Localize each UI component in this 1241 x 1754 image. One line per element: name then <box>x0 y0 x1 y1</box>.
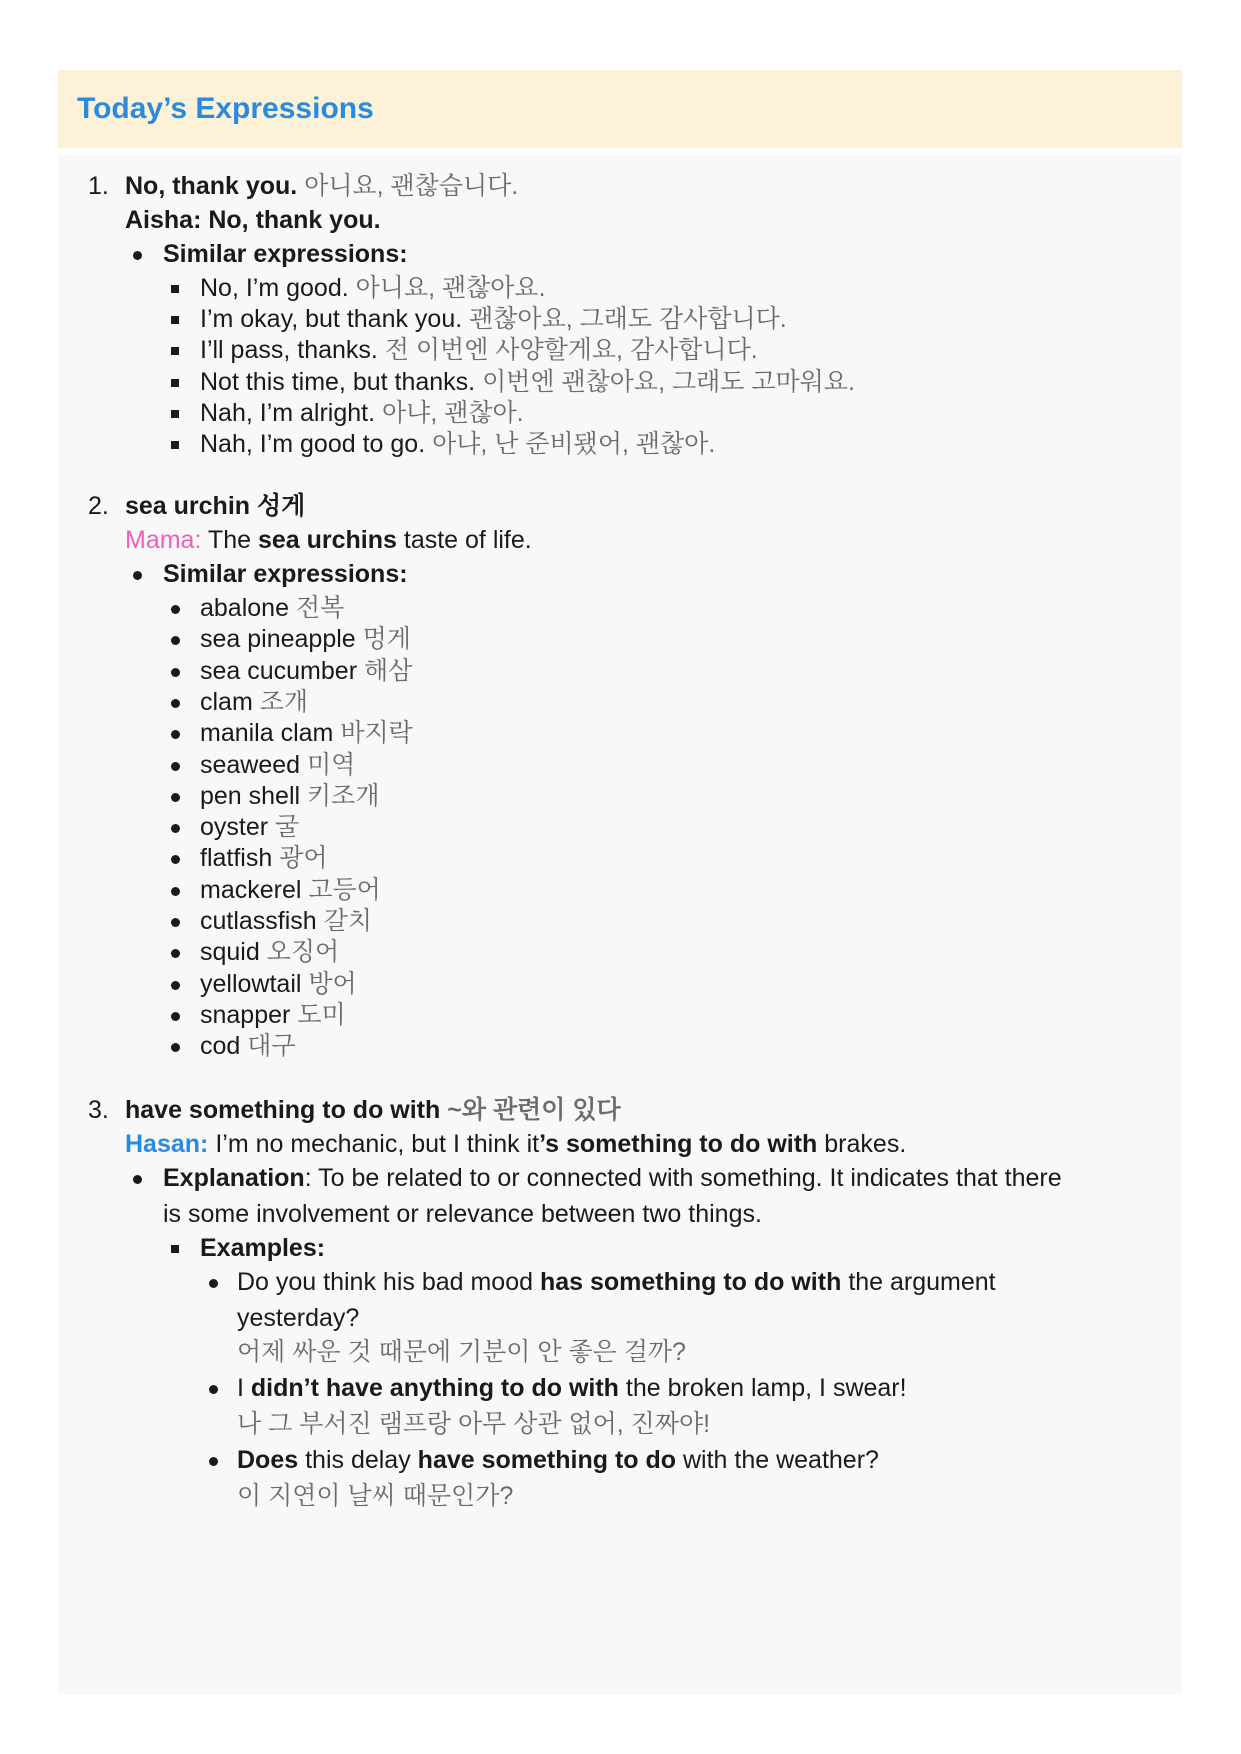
bullet-disc <box>171 699 180 708</box>
bullet-square <box>171 285 179 293</box>
item-english: mackerel <box>200 875 302 904</box>
page-title: Today’s Expressions <box>77 92 374 125</box>
bullet-disc <box>133 571 142 580</box>
item-english: No, I’m good. <box>200 274 349 302</box>
item-korean: 조개 <box>259 687 309 716</box>
dialogue-highlight: ’s something to do with <box>539 1130 818 1158</box>
example-text: I <box>237 1374 244 1402</box>
bullet-square <box>171 441 179 449</box>
bullet-disc <box>171 1012 180 1021</box>
example-text: the broken lamp, I swear! <box>625 1374 907 1402</box>
item-korean: 아냐, 난 준비됐어, 괜찮아. <box>432 430 716 458</box>
example-highlight: have something to do <box>417 1446 677 1474</box>
bullet-disc <box>171 949 180 958</box>
item-korean: 이번엔 괜찮아요, 그래도 고마워요. <box>482 367 855 396</box>
example-highlight: didn’t have anything to do with <box>250 1374 619 1402</box>
item-korean: 광어 <box>279 844 328 873</box>
item-korean: 오징어 <box>266 938 340 967</box>
example-translation: 어제 싸운 것 때문에 기분이 안 좋은 걸까? <box>237 1338 686 1366</box>
item-english: pen shell <box>200 781 301 810</box>
item-english: Nah, I’m alright. <box>200 398 376 427</box>
bullet-disc <box>133 251 142 260</box>
similar-label: Similar expressions: <box>163 560 408 588</box>
explanation-label: Explanation <box>163 1164 305 1192</box>
bullet-disc <box>209 1279 218 1288</box>
example-text: with the weather? <box>682 1446 879 1474</box>
item-english: seaweed <box>200 750 301 779</box>
example-translation: 나 그 부서진 램프랑 아무 상관 없어, 진짜야! <box>237 1410 711 1438</box>
bullet-disc <box>171 636 180 645</box>
item-korean: 미역 <box>307 750 356 779</box>
item-korean: 아냐, 괜찮아. <box>382 398 524 427</box>
item-english: sea pineapple <box>200 625 356 654</box>
expression-translation: 성게 <box>257 492 306 520</box>
expression-translation: ~와 관련이 있다 <box>447 1096 621 1124</box>
explanation-text: is some involvement or relevance between two things. <box>163 1200 762 1228</box>
item-english: clam <box>200 687 253 716</box>
bullet-square <box>171 347 179 355</box>
section-number: 2. <box>88 492 109 520</box>
bullet-disc <box>171 855 180 864</box>
expression-phrase: sea urchin <box>125 492 251 520</box>
item-korean: 전 이번엔 사양할게요, 감사합니다. <box>384 336 758 365</box>
bullet-disc <box>171 605 180 614</box>
bullet-square <box>171 410 179 418</box>
example-highlight: Does <box>237 1446 299 1474</box>
example-text: yesterday? <box>237 1304 360 1332</box>
dialogue-text: The <box>207 526 252 554</box>
bullet-disc <box>171 981 180 990</box>
bullet-square <box>171 316 179 324</box>
item-english: flatfish <box>200 844 273 873</box>
expression-phrase: have something to do with <box>125 1096 441 1124</box>
item-english: squid <box>200 938 260 967</box>
item-english: yellowtail <box>200 969 302 998</box>
item-korean: 고등어 <box>308 875 381 904</box>
example-translation: 이 지연이 날씨 때문인가? <box>237 1482 514 1510</box>
item-korean: 방어 <box>308 969 357 998</box>
item-english: Nah, I’m good to go. <box>200 430 426 458</box>
header-banner <box>58 70 1182 148</box>
item-korean: 멍게 <box>362 625 411 654</box>
item-korean: 아니요, 괜찮아요. <box>355 274 546 302</box>
item-korean: 굴 <box>275 813 300 842</box>
bullet-disc <box>133 1175 142 1184</box>
bullet-disc <box>171 824 180 833</box>
speaker-name: Mama <box>125 526 195 554</box>
speaker-colon: : <box>194 526 202 554</box>
item-english: Not this time, but thanks. <box>200 367 476 396</box>
bullet-square <box>171 1245 179 1253</box>
dialogue-highlight: sea urchins <box>257 526 397 554</box>
section-number: 1. <box>88 172 109 200</box>
bullet-disc <box>171 1043 180 1052</box>
item-korean: 도미 <box>297 1000 346 1029</box>
item-korean: 해삼 <box>363 656 413 685</box>
item-english: oyster <box>200 813 269 842</box>
section-number: 3. <box>88 1096 109 1124</box>
bullet-disc <box>171 793 180 802</box>
item-korean: 괜찮아요, 그래도 감사합니다. <box>469 305 787 334</box>
item-english: sea cucumber <box>200 656 358 685</box>
dialogue-line <box>125 1129 906 1159</box>
dialogue-text: brakes. <box>824 1130 907 1158</box>
speaker-name: Hasan: <box>125 1130 209 1158</box>
dialogue-line <box>125 525 532 555</box>
item-korean: 갈치 <box>323 907 372 935</box>
dialogue-line: Aisha: No, thank you. <box>125 206 381 234</box>
item-korean: 바지락 <box>340 719 413 748</box>
item-english: snapper <box>200 1000 291 1029</box>
bullet-disc <box>209 1457 218 1466</box>
item-english: manila clam <box>200 719 334 748</box>
explanation-text: : To be related to or connected with something. It indicates that there <box>304 1164 1062 1192</box>
similar-label: Similar expressions: <box>163 240 408 268</box>
item-english: I’m okay, but thank you. <box>200 305 463 334</box>
expression-translation: 아니요, 괜찮습니다. <box>304 172 519 200</box>
example-text: Do you think his bad mood <box>237 1268 534 1296</box>
bullet-disc <box>171 762 180 771</box>
examples-label: Examples: <box>200 1234 326 1262</box>
item-korean: 대구 <box>247 1032 296 1061</box>
item-english: cutlassfish <box>200 907 317 935</box>
item-english: abalone <box>200 594 289 622</box>
example-text: the argument <box>848 1268 996 1296</box>
bullet-disc <box>209 1385 218 1394</box>
item-english: cod <box>200 1032 241 1061</box>
expression-phrase: No, thank you. <box>125 172 298 200</box>
item-english: I’ll pass, thanks. <box>200 336 378 365</box>
example-highlight: has something to do with <box>539 1268 842 1296</box>
dialogue-text: taste of life. <box>403 526 532 554</box>
bullet-disc <box>171 887 180 896</box>
bullet-disc <box>171 668 180 677</box>
item-korean: 키조개 <box>307 781 380 810</box>
bullet-disc <box>171 730 180 739</box>
dialogue-text: I’m no mechanic, but I think it <box>215 1130 540 1158</box>
bullet-square <box>171 379 179 387</box>
example-text: this delay <box>305 1446 411 1474</box>
content-panel <box>58 155 1182 1695</box>
bullet-disc <box>171 918 180 927</box>
item-korean: 전복 <box>295 594 345 622</box>
